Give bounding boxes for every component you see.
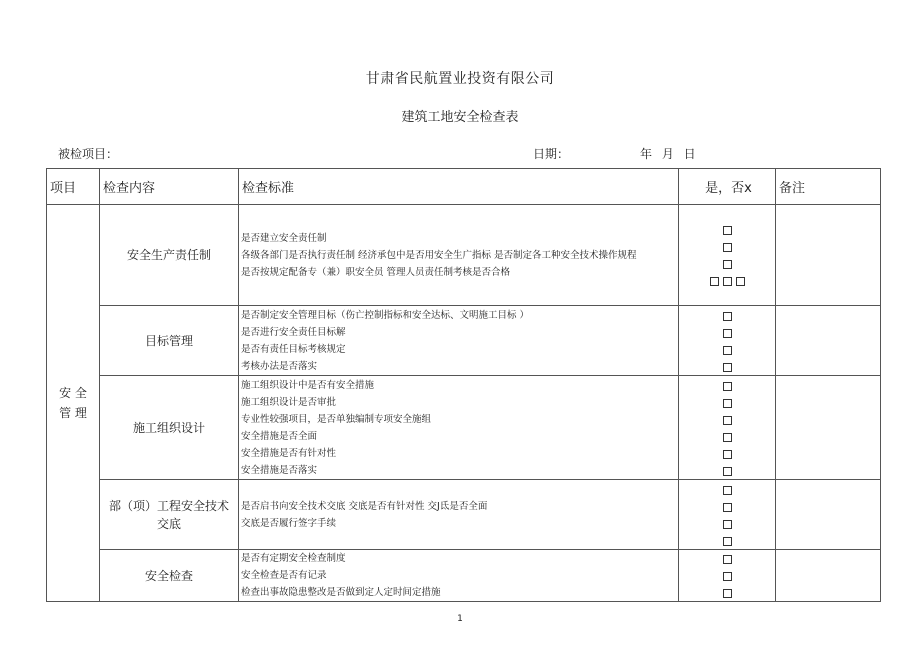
remarks-cell[interactable] (776, 550, 881, 602)
content-cell: 目标管理 (100, 306, 239, 376)
yes-no-cell (679, 550, 776, 602)
date-ymd: 年 月 日 (640, 147, 696, 161)
standard-line: 安全措施是否有针对性 (241, 447, 337, 459)
standard-line (241, 532, 678, 549)
table-row (47, 480, 881, 550)
standard-cell (239, 306, 679, 376)
company-name: 甘肃省民航置业投资有限公司 (365, 71, 555, 87)
checkbox[interactable] (723, 520, 732, 529)
checkbox[interactable] (723, 416, 732, 425)
checkbox[interactable] (736, 277, 745, 286)
standard-line: 是否启书向安全技术交底 交底是否有针对性 交J氐是否全面 (241, 500, 488, 512)
content-cell: 施工组织设计 (100, 376, 239, 480)
remarks-cell[interactable] (776, 376, 881, 480)
standard-line: 检查出事故隐患整改是否做到定人定时间定措施 (241, 587, 441, 598)
standard-line: 是否制定安全管理目标（伤亡控制指标和安全达标、文明施工目标 ） (241, 309, 530, 321)
standard-line: 专业性较强项目，是否单独编制专项安全施组 (241, 413, 432, 425)
standard-line: 施工组织设计中是否有安全措施 (241, 379, 375, 391)
checkbox[interactable] (723, 555, 732, 564)
checkbox[interactable] (723, 226, 732, 235)
table-row (47, 205, 881, 306)
page-number: 1 (457, 614, 463, 624)
yes-no-cell (679, 205, 776, 306)
checkbox[interactable] (723, 399, 732, 408)
checkbox[interactable] (723, 589, 732, 598)
standard-line: 各级各部门是否执行责任制 经济承包中是否用安全生广指标 是否制定各工种安全技术操作规程 (241, 249, 637, 261)
standard-line: 是否建立安全责任制 (241, 232, 327, 244)
content-line1: 部（项）工程安全技术 (108, 498, 229, 513)
content-cell: 安全检查 (100, 550, 239, 602)
standard-cell (239, 205, 679, 306)
standard-line: 是否按规定配备专（兼）职安全员 管理人员责任制考核是否合格 (241, 266, 511, 278)
inspection-table (46, 168, 881, 602)
table-row (47, 306, 881, 376)
standard-line: 安全措施是否全面 (241, 430, 318, 442)
column-header-project: 项目 (47, 169, 100, 205)
checkbox[interactable] (723, 572, 732, 581)
checkbox[interactable] (723, 433, 732, 442)
standard-line: 考核办法是否落实 (241, 360, 318, 372)
yes-no-cell (679, 480, 776, 550)
project-label: 被检项目： (58, 147, 119, 161)
standard-line: 是否有责任目标考核规定 (241, 343, 346, 355)
checkbox[interactable] (723, 467, 732, 476)
standard-line: 安全措施是否落实 (241, 464, 318, 476)
checkbox[interactable] (723, 363, 732, 372)
content-line2: 交底 (156, 516, 181, 531)
column-header-standard: 检查标准 (239, 169, 679, 205)
category-cell (47, 205, 100, 602)
checkbox[interactable] (723, 486, 732, 495)
column-header-yes-no: 是，否x (679, 169, 776, 205)
standard-cell (239, 376, 679, 480)
standard-line (241, 281, 678, 298)
date-label: 日期： (533, 147, 570, 161)
checkbox[interactable] (723, 537, 732, 546)
remarks-cell[interactable] (776, 306, 881, 376)
standard-line: 施工组织设计是否审批 (241, 396, 337, 408)
remarks-cell[interactable] (776, 480, 881, 550)
standard-cell (239, 550, 679, 602)
category-label-line2: 管 理 (59, 406, 87, 420)
document-title: 建筑工地安全检查表 (401, 110, 519, 125)
table-header-row (47, 169, 881, 205)
standard-line: 是否进行安全责任目标解 (241, 326, 346, 338)
checkbox[interactable] (723, 382, 732, 391)
standard-cell (239, 480, 679, 550)
standard-line: 安全检查是否有记录 (241, 570, 327, 581)
checkbox[interactable] (723, 503, 732, 512)
yes-no-cell (679, 306, 776, 376)
checkbox[interactable] (723, 346, 732, 355)
column-header-remarks: 备注 (776, 169, 881, 205)
yes-no-cell (679, 376, 776, 480)
content-cell (100, 480, 239, 550)
checkbox[interactable] (723, 277, 732, 286)
standard-line (241, 213, 678, 230)
content-cell: 安全生产责任制 (100, 205, 239, 306)
remarks-cell[interactable] (776, 205, 881, 306)
checkbox[interactable] (723, 329, 732, 338)
checkbox[interactable] (723, 450, 732, 459)
standard-line: 是否有定期安全检查制度 (241, 553, 346, 564)
table-row (47, 550, 881, 602)
standard-line (241, 481, 678, 498)
table-row (47, 376, 881, 480)
checkbox[interactable] (723, 260, 732, 269)
checkbox[interactable] (710, 277, 719, 286)
column-header-content: 检查内容 (100, 169, 239, 205)
standard-line: 交底是否履行签字手续 (241, 517, 337, 529)
checkbox[interactable] (723, 243, 732, 252)
checkbox[interactable] (723, 312, 732, 321)
category-label-line1: 安 全 (59, 386, 87, 400)
